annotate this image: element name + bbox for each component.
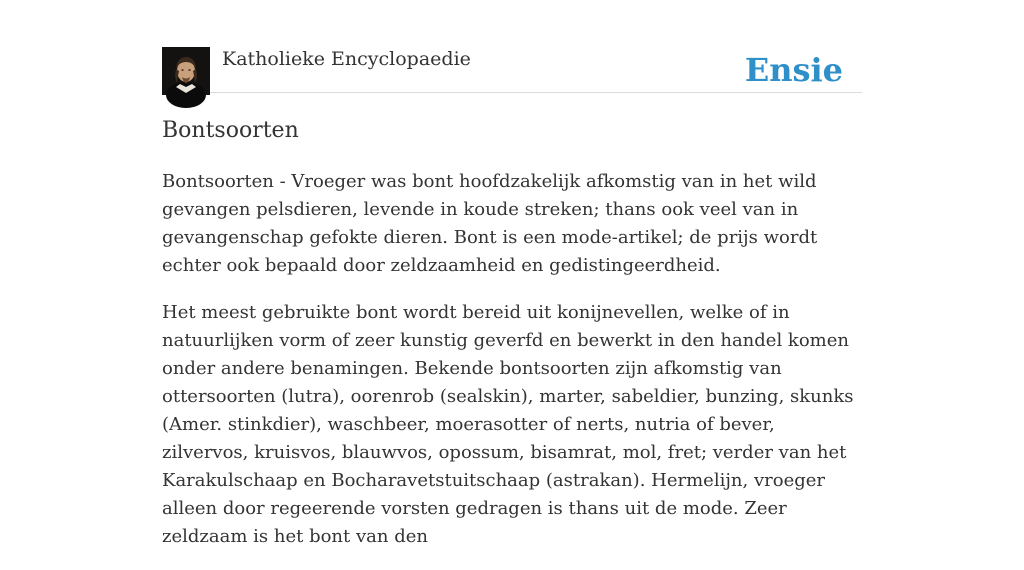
brand-logo[interactable]: Ensie xyxy=(744,51,843,89)
article-paragraph: Bontsoorten - Vroeger was bont hoofdzakelijk afkomstig van in het wild gevangen pelsdieren, levende in koude streken; thans ook veel van in gevangenschap gefokte dieren. Bont is een mode-artikel; de prijs wordt echter ook bepaald door zeldzaamheid en gedistingeerdheid. xyxy=(162,171,818,276)
article-body xyxy=(162,168,862,570)
source-name[interactable]: Katholieke Encyclopaedie xyxy=(222,48,471,70)
page-title: Bontsoorten xyxy=(162,118,299,143)
article-paragraph: Het meest gebruikte bont wordt bereid uit konijnevellen, welke of in natuurlijken vorm of zeer kunstig geverfd en bewerkt in den handel komen onder andere benamingen. Bekende bontsoorten zijn afkomstig van ottersoorten (lutra), oorenrob (sealskin), marter, sabeldier, bunzing, skunks (Amer. stinkdier), waschbeer, moerasotter of nerts, nutria of bever, zilvervos, kruisvos, blauwvos, opossum, bisamrat, mol, fret; verder van het Karakulschaap en Bocharavetstuitschaap (astrakan). Hermelijn, vroeger alleen door regeerende vorsten gedragen is thans uit de mode. Zeer zeldzaam is het bont van den xyxy=(162,302,854,547)
site-header xyxy=(162,47,862,93)
portrait-icon xyxy=(162,47,210,95)
portrait-avatar[interactable] xyxy=(162,47,210,95)
